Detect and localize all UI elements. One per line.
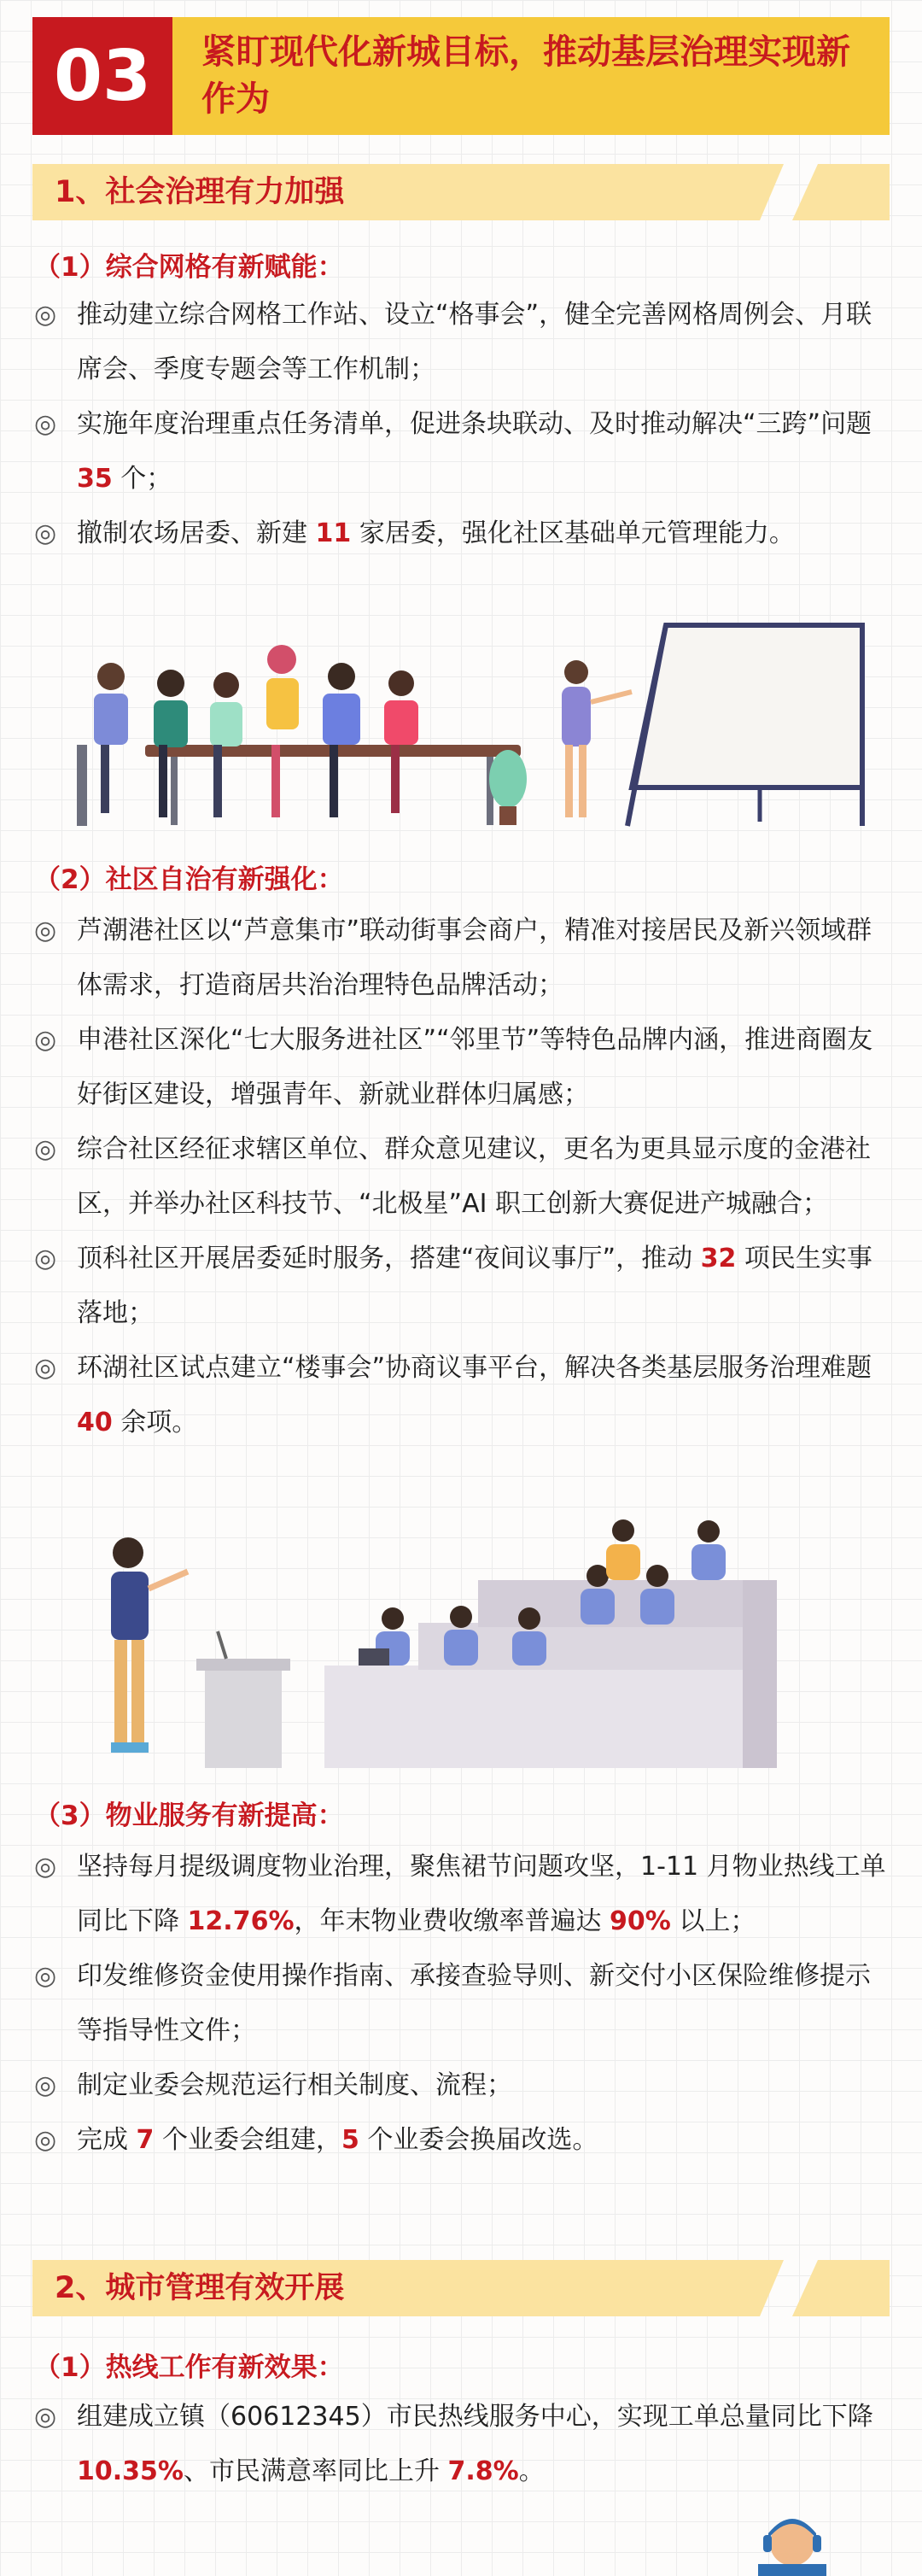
bullet-icon: ◎ [34, 1353, 57, 1383]
bullet-icon: ◎ [34, 1961, 57, 1991]
highlight-number: 11 [315, 518, 352, 548]
list-item: ◎ 撤制农场居委、新建 11 家居委，强化社区基础单元管理能力。 [34, 506, 891, 561]
highlight-number: 32 [700, 1244, 737, 1273]
subheading-hotline: （1）热线工作有新效果： [34, 2352, 344, 2383]
section-header-2 [32, 2260, 890, 2316]
highlight-number: 40 [77, 1408, 113, 1437]
highlight-number: 7 [136, 2125, 155, 2155]
bullet-icon: ◎ [34, 916, 57, 946]
highlight-number: 35 [77, 464, 113, 494]
bullet-icon: ◎ [34, 1134, 57, 1164]
list-item: ◎ 实施年度治理重点任务清单，促进条块联动、及时推动解决“三跨”问题 35 个； [34, 397, 891, 506]
bullet-list-property [34, 1840, 891, 2168]
bullet-icon: ◎ [34, 409, 57, 439]
support-agent-illustration [741, 2509, 843, 2576]
bullet-icon: ◎ [34, 1852, 57, 1882]
list-item: ◎ 芦潮港社区以“芦意集市”联动街事会商户，精准对接居民及新兴领域群体需求，打造商居共治治理特色品牌活动； [34, 904, 891, 1013]
bullet-list-community [34, 904, 891, 1450]
header-banner [32, 17, 890, 135]
list-item: ◎ 顶科社区开展居委延时服务，搭建“夜间议事厅”，推动 32 项民生实事落地； [34, 1232, 891, 1341]
section-number: 03 [32, 17, 172, 135]
highlight-number: 10.35% [77, 2456, 184, 2486]
bullet-icon: ◎ [34, 1025, 57, 1055]
highlight-number: 7.8% [447, 2456, 519, 2486]
section-title: 2、城市管理有效开展 [55, 2271, 345, 2305]
bullet-icon: ◎ [34, 2125, 57, 2155]
list-item: ◎ 综合社区经征求辖区单位、群众意见建议，更名为更具显示度的金港社区，并举办社区科技节、“北极星”AI 职工创新大赛促进产城融合； [34, 1122, 891, 1232]
meeting-illustration [77, 617, 871, 830]
highlight-number: 5 [341, 2125, 359, 2155]
subheading-property: （3）物业服务有新提高： [34, 1800, 344, 1831]
list-item: ◎ 环湖社区试点建立“楼事会”协商议事平台，解决各类基层服务治理难题 40 余项。 [34, 1341, 891, 1450]
bullet-list-grid [34, 288, 891, 561]
subheading-community: （2）社区自治有新强化： [34, 864, 344, 895]
section-header-1 [32, 164, 890, 220]
list-item: ◎ 制定业委会规范运行相关制度、流程； [34, 2058, 891, 2113]
page-title: 紧盯现代化新城目标，推动基层治理实现新作为 [201, 32, 850, 119]
bullet-list-hotline [34, 2390, 891, 2499]
list-item: ◎ 推动建立综合网格工作站、设立“格事会”，健全完善网格周例会、月联席会、季度专题会等工作机制； [34, 288, 891, 397]
section-title: 1、社会治理有力加强 [55, 175, 345, 209]
highlight-number: 12.76% [187, 1906, 295, 1936]
bullet-icon: ◎ [34, 1244, 57, 1273]
list-item: ◎ 申港社区深化“七大服务进社区”“邻里节”等特色品牌内涵，推进商圈友好街区建设，增强青年、新就业群体归属感； [34, 1013, 891, 1122]
subheading-grid: （1）综合网格有新赋能： [34, 252, 344, 283]
list-item: ◎ 坚持每月提级调度物业治理，聚焦裙节问题攻坚，1-11 月物业热线工单同比下降 12.76%，年末物业费收缴率普遍达 90% 以上； [34, 1840, 891, 1949]
lecture-illustration [77, 1503, 845, 1777]
bullet-icon: ◎ [34, 300, 57, 330]
bullet-icon: ◎ [34, 518, 57, 548]
bullet-icon: ◎ [34, 2402, 57, 2432]
bullet-icon: ◎ [34, 2070, 57, 2100]
list-item: ◎ 印发维修资金使用操作指南、承接查验导则、新交付小区保险维修提示等指导性文件； [34, 1949, 891, 2058]
list-item: ◎ 完成 7 个业委会组建，5 个业委会换届改选。 [34, 2113, 891, 2168]
list-item: ◎ 组建成立镇（60612345）市民热线服务中心，实现工单总量同比下降 10.35%、市民满意率同比上升 7.8%。 [34, 2390, 891, 2499]
highlight-number: 90% [610, 1906, 671, 1936]
